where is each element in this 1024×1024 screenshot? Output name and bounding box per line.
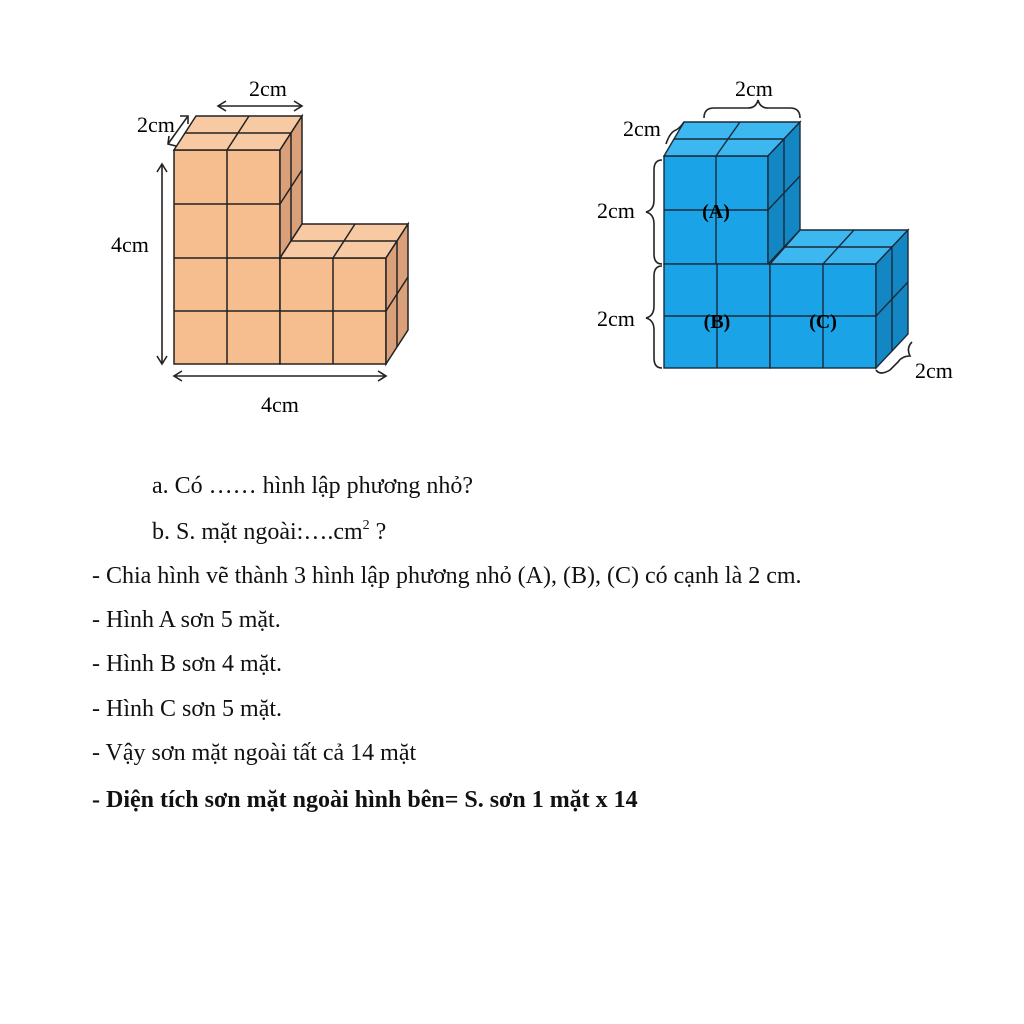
- solution-line-1: - Chia hình vẽ thành 3 hình lập phương nhỏ (A), (B), (C) có cạnh là 2 cm.: [92, 563, 802, 589]
- solution-line-2: - Hình A sơn 5 mặt.: [92, 607, 281, 633]
- right-depth-label: 2cm: [915, 358, 953, 383]
- low-front-face: [280, 258, 386, 364]
- upper-height-brace: [646, 160, 662, 264]
- cube-a-label: (A): [702, 201, 730, 223]
- solution-line-3: - Hình B sơn 4 mặt.: [92, 651, 283, 677]
- depth-label: 2cm: [137, 112, 175, 137]
- lower-height-brace: [646, 266, 662, 368]
- top-brace: [704, 100, 800, 118]
- solution-line-4: - Hình C sơn 5 mặt.: [92, 696, 283, 722]
- cube-a: [664, 122, 800, 264]
- bottom-width-label: 4cm: [261, 392, 299, 417]
- tall-front-face: [174, 150, 280, 364]
- cube-c-label: (C): [809, 311, 837, 333]
- height-label: 4cm: [111, 232, 149, 257]
- question-b-exponent: 2: [362, 518, 370, 533]
- cube-c: [770, 230, 908, 368]
- cube-b-label: (B): [703, 311, 731, 333]
- question-b-text: b. S. mặt ngoài:….cm: [152, 519, 363, 545]
- top-width-label: 2cm: [249, 76, 287, 101]
- upper-height-label: 2cm: [597, 198, 635, 223]
- top-depth-label: 2cm: [623, 116, 661, 141]
- solution-line-5: - Vậy sơn mặt ngoài tất cả 14 mặt: [92, 740, 417, 766]
- question-b-suffix: ?: [369, 519, 387, 545]
- orange-cube-figure: [90, 70, 450, 430]
- blue-cube-figure: [580, 70, 980, 400]
- lower-height-label: 2cm: [597, 306, 635, 331]
- top-width-label: 2cm: [735, 76, 773, 101]
- solution-line-6: - Diện tích sơn mặt ngoài hình bên= S. sơn 1 mặt x 14: [92, 787, 638, 813]
- question-a: a. Có …… hình lập phương nhỏ?: [152, 473, 473, 499]
- question-b: [152, 517, 386, 547]
